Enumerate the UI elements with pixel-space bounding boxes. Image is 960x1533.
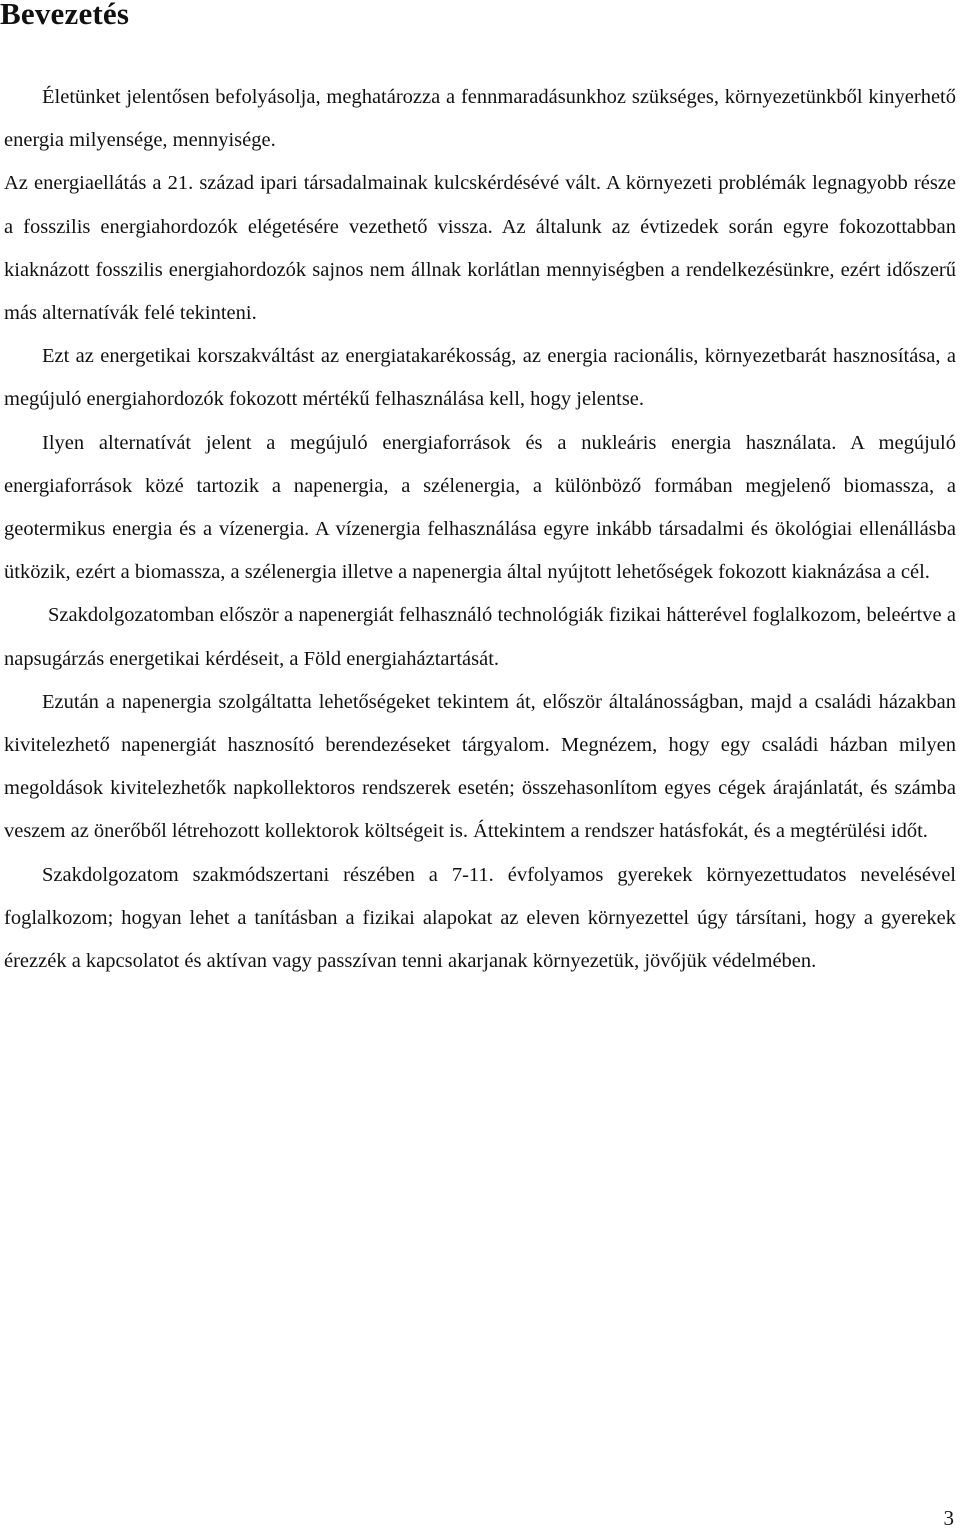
- page-number: 3: [943, 1506, 954, 1530]
- page-title: Bevezetés: [0, 0, 130, 31]
- body-text: [4, 76, 956, 983]
- paragraph-3: Ezt az energetikai korszakváltást az energiatakarékosság, az energia racionális, környezetbarát hasznosítása, a megújuló energiahordozók fokozott mértékű felhasználása kell, hogy jelentse.: [4, 345, 956, 411]
- paragraph-4: Ilyen alternatívát jelent a megújuló energiaforrások és a nukleáris energia használata. A megújuló energiaforrások közé tartozik a napenergia, a szélenergia, a különböző formában megjelenő biomassza, a geotermikus energia és a vízenergia. A vízenergia felhasználása egyre inkább társadalmi és ökológiai ellenállásba ütközik, ezért a biomassza, a szélenergia illetve a napenergia által nyújtott lehetőségek fokozott kiaknázása a cél.: [4, 431, 956, 584]
- paragraph-2: Az energiaellátás a 21. század ipari társadalmainak kulcskérdésévé vált. A környezeti problémák legnagyobb része a fosszilis energiahordozók elégetésére vezethető vissza. Az általunk az évtizedek során egyre fokozottabban kiaknázott fosszilis energiahordozók sajnos nem állnak korlátlan mennyiségben a rendelkezésünkre, ezért időszerű más alternatívák felé tekinteni.: [4, 172, 956, 325]
- paragraph-7: Szakdolgozatom szakmódszertani részében a 7-11. évfolyamos gyerekek környezettudatos nevelésével foglalkozom; hogyan lehet a tanításban a fizikai alapokat az eleven környezettel úgy társítani, hogy a gyerekek érezzék a kapcsolatot és aktívan vagy passzívan tenni akarjanak környezetük, jövőjük védelmében.: [4, 863, 956, 973]
- paragraph-6: Ezután a napenergia szolgáltatta lehetőségeket tekintem át, először általánosságban, majd a családi házakban kivitelezhető napenergiát hasznosító berendezéseket tárgyalom. Megnézem, hogy egy családi házban milyen megoldások kivitelezhetők napkollektoros rendszerek esetén; összehasonlítom egyes cégek árajánlatát, és számba veszem az önerőből létrehozott kollektorok költségeit is. Áttekintem a rendszer hatásfokát, és a megtérülési időt.: [4, 690, 956, 843]
- paragraph-5: Szakdolgozatomban először a napenergiát felhasználó technológiák fizikai hátterével foglalkozom, beleértve a napsugárzás energetikai kérdéseit, a Föld energiaháztartását.: [4, 604, 956, 670]
- paragraph-1: Életünket jelentősen befolyásolja, meghatározza a fennmaradásunkhoz szükséges, környezetünkből kinyerhető energia milyensége, mennyisége.: [4, 86, 956, 152]
